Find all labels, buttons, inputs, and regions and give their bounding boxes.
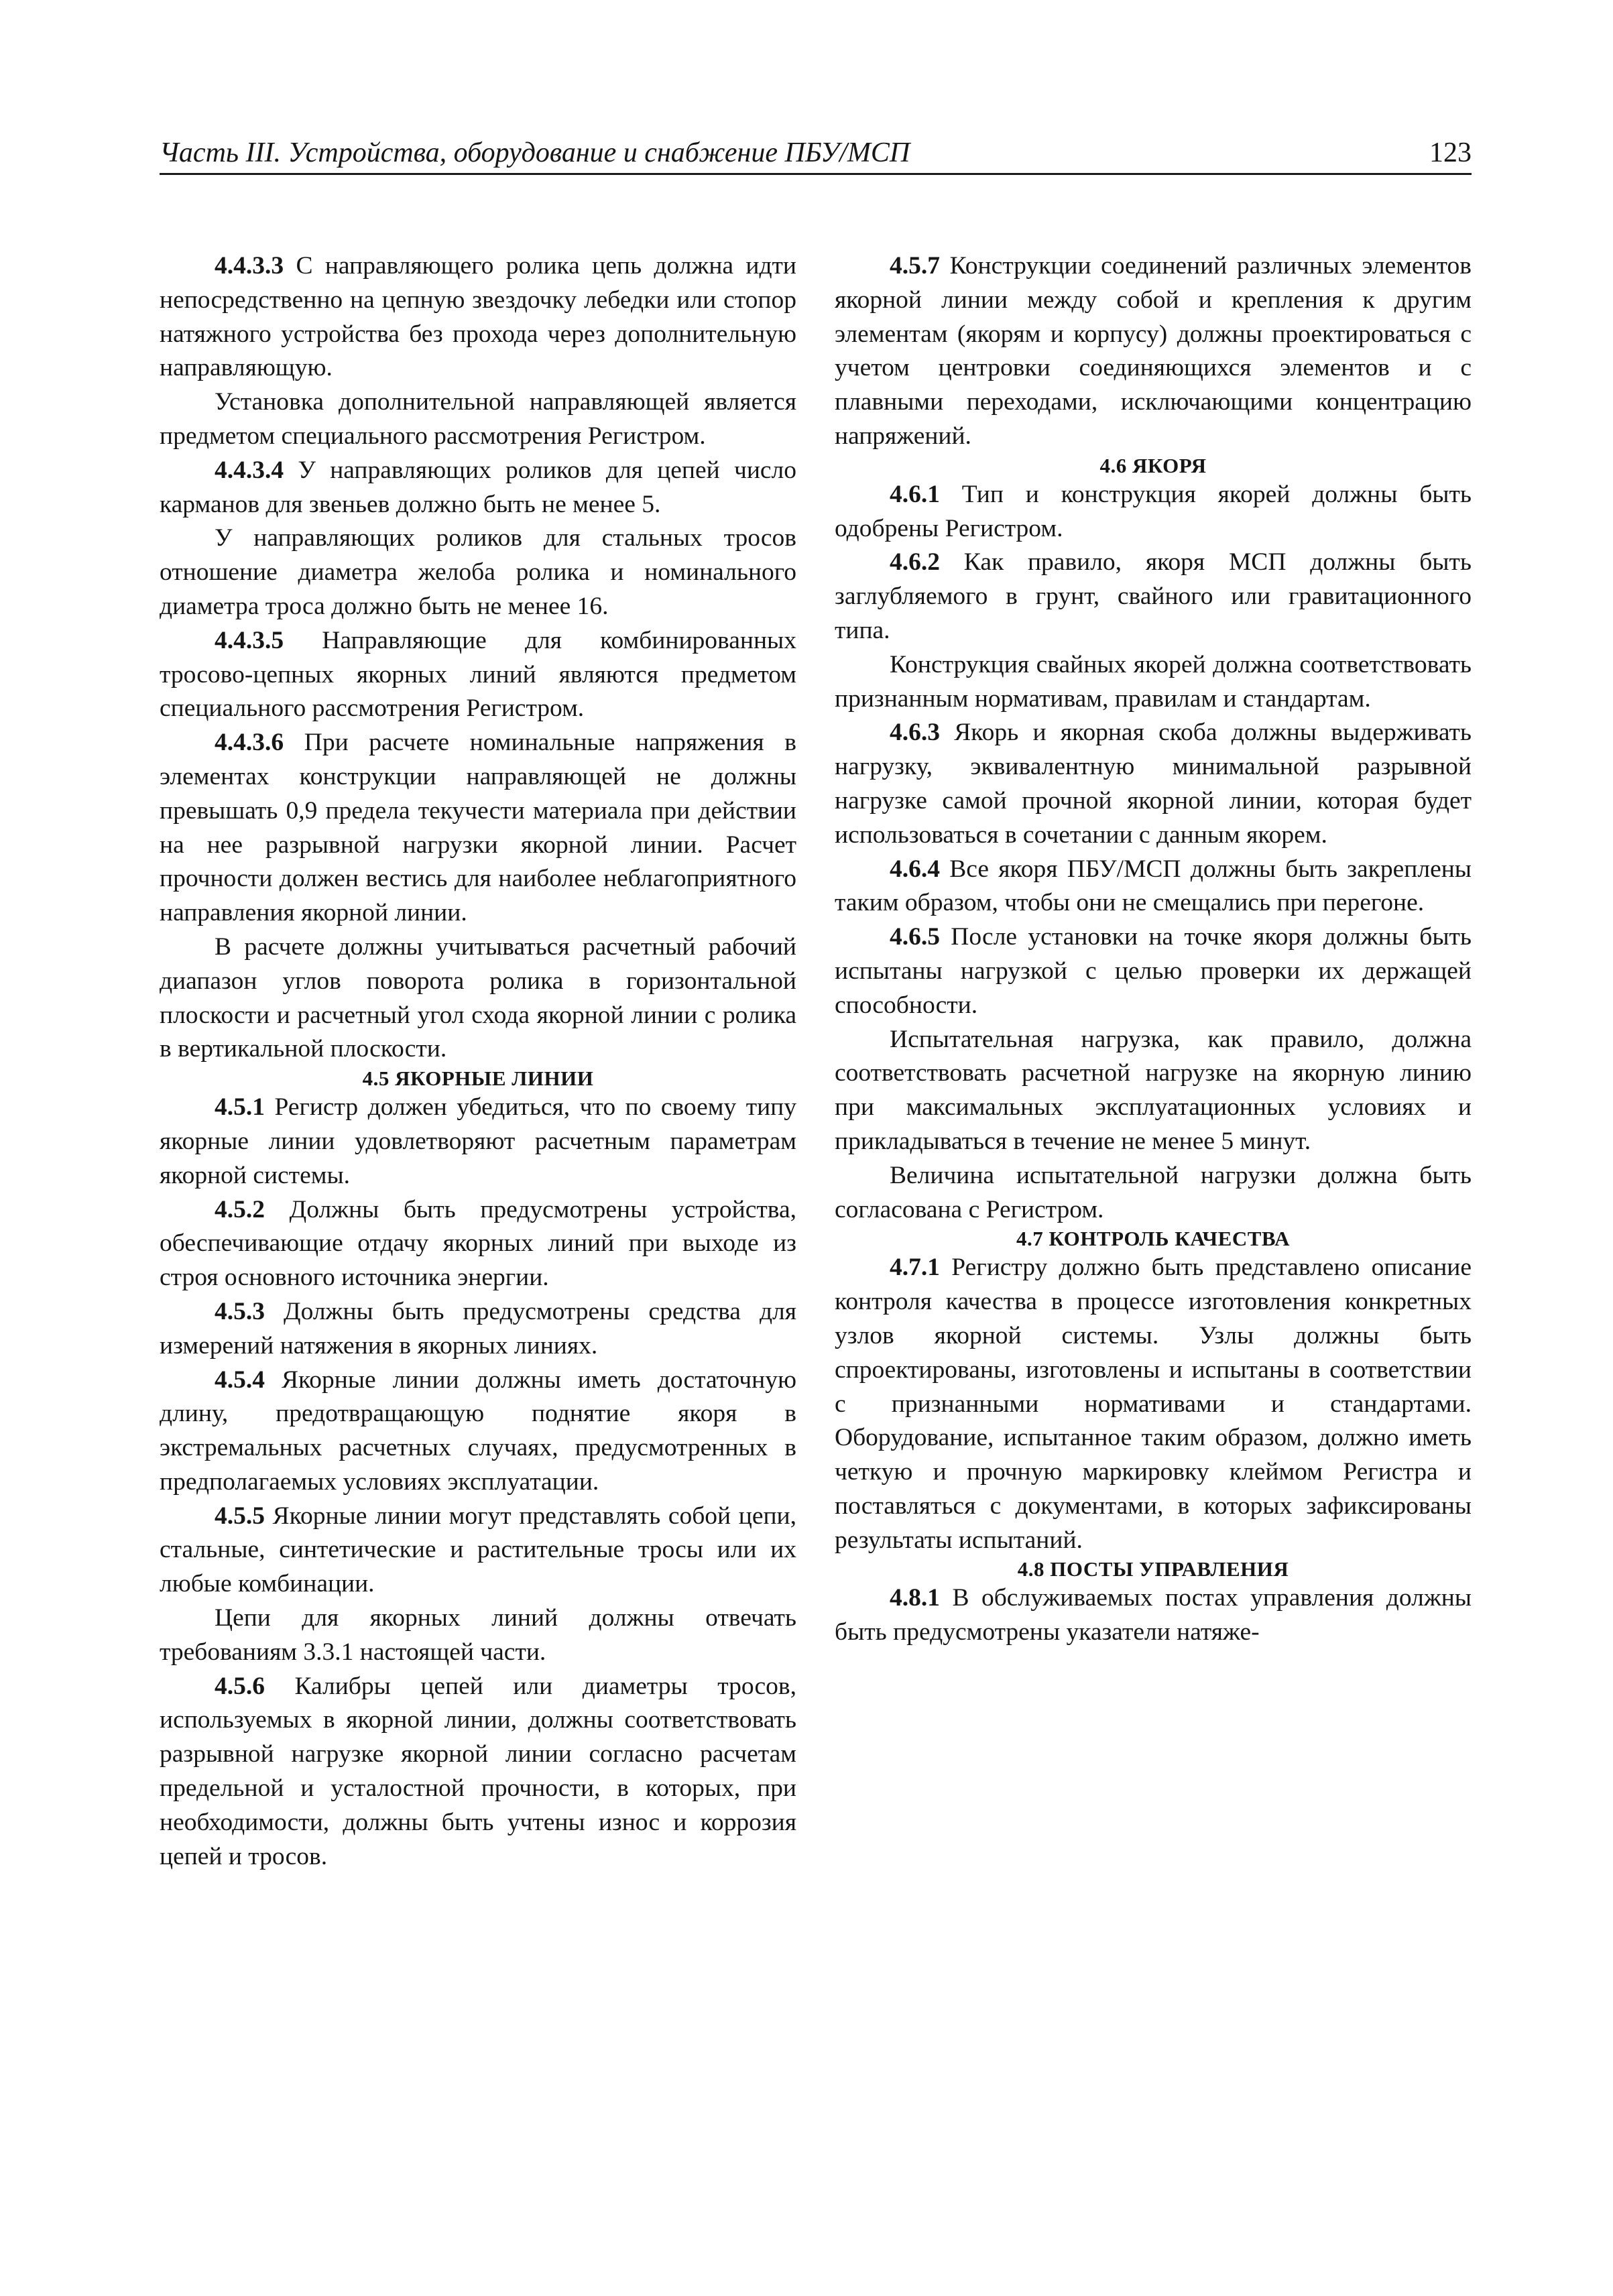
clause-number: 4.6.5 <box>890 923 940 951</box>
paragraph <box>835 1023 1472 1159</box>
paragraph-text: Величина испытательной нагрузки должна быть согласована с Регистром. <box>835 1161 1472 1223</box>
clause-number: 4.5.6 <box>215 1672 265 1700</box>
paragraph-4-5-6 <box>160 1670 796 1874</box>
paragraph-text: Калибры цепей или диаметры тросов, используемых в якорной линии, должны соответствовать разрывной нагрузке якорной линии согласно расчетам предельной и усталостной прочности, в которых, при необходимости, должны быть учтены износ и коррозия цепей и тросов. <box>160 1672 796 1870</box>
page-number: 123 <box>1429 137 1472 168</box>
paragraph-text: В расчете должны учитываться расчетный рабочий диапазон углов поворота ролика в горизонтальной плоскости и расчетный угол схода якорной линии с ролика в вертикальной плоскости. <box>160 932 796 1063</box>
paragraph-4-6-2 <box>835 546 1472 648</box>
clause-number: 4.8.1 <box>890 1584 940 1612</box>
clause-number: 4.4.3.6 <box>215 729 284 757</box>
clause-number: 4.7.1 <box>890 1254 940 1282</box>
clause-number: 4.4.3.5 <box>215 626 284 654</box>
paragraph-text: Якорные линии должны иметь достаточную длину, предотвращающую поднятие якоря в экстремальных расчетных случаях, предусмотренных в предполагаемых условиях эксплуатации. <box>160 1366 796 1496</box>
right-column <box>835 249 1472 1650</box>
clause-number: 4.5.5 <box>215 1502 265 1530</box>
paragraph-4-6-5 <box>835 920 1472 1022</box>
clause-number: 4.4.3.3 <box>215 252 284 280</box>
paragraph-text: У направляющих роликов для цепей число карманов для звеньев должно быть не менее 5. <box>160 456 796 518</box>
paragraph-4-5-1 <box>160 1091 796 1193</box>
left-column <box>160 249 796 1874</box>
clause-number: 4.5.3 <box>215 1297 265 1325</box>
paragraph <box>160 385 796 454</box>
paragraph-4-4-3-6 <box>160 726 796 930</box>
paragraph-text: После установки на точке якоря должны быть испытаны нагрузкой с целью проверки их держащей способности. <box>835 923 1472 1019</box>
clause-number: 4.6.2 <box>890 548 940 577</box>
paragraph-text: Как правило, якоря МСП должны быть заглубляемого в грунт, свайного или гравитационного типа. <box>835 548 1472 644</box>
paragraph <box>160 930 796 1067</box>
paragraph-4-6-3 <box>835 716 1472 852</box>
running-header-title: Часть III. Устройства, оборудование и снабжение ПБУ/МСП <box>160 137 910 168</box>
paragraph-text: При расчете номинальные напряжения в элементах конструкции направляющей не должны превышать 0,9 предела текучести материала при действии на нее разрывной нагрузки якорной линии. Расчет прочности должен вестись для наиболее неблагоприятного направления якорной линии. <box>160 729 796 927</box>
paragraph-text: Якорь и якорная скоба должны выдерживать нагрузку, эквивалентную минимальной разрывной нагрузке самой прочной якорной линии, которая будет использоваться в сочетании с данным якорем. <box>835 719 1472 849</box>
paragraph-text: Регистру должно быть представлено описание контроля качества в процессе изготовления конкретных узлов якорной системы. Узлы должны быть спроектированы, изготовлены и испытаны в соответствии с признанными нормативами и стандартами. Оборудование, испытанное таким образом, должно иметь четкую и прочную маркировку клеймом Регистра и поставляться с документами, в которых зафиксированы результаты испытаний. <box>835 1254 1472 1554</box>
paragraph-text: Испытательная нагрузка, как правило, должна соответствовать расчетной нагрузке на якорную линию при максимальных эксплуатационных условиях и прикладываться в течение не менее 5 минут. <box>835 1025 1472 1155</box>
paragraph <box>835 1159 1472 1227</box>
section-heading-4-5: 4.5 ЯКОРНЫЕ ЛИНИИ <box>362 1067 594 1091</box>
paragraph-4-4-3-5 <box>160 624 796 726</box>
paragraph-4-4-3-3 <box>160 249 796 385</box>
paragraph-text: Цепи для якорных линий должны отвечать требованиям 3.3.1 настоящей части. <box>160 1604 796 1666</box>
clause-number: 4.4.3.4 <box>215 456 284 484</box>
paragraph-text: Конструкции соединений различных элементов якорной линии между собой и крепления к другим элементам (якорям и корпусу) должны проектироваться с учетом центровки соединяющихся элементов и с плавными переходами, исключающими концентрацию напряжений. <box>835 252 1472 450</box>
paragraph-text: Все якоря ПБУ/МСП должны быть закреплены таким образом, чтобы они не смещались при перегоне. <box>835 855 1472 917</box>
section-heading-4-8: 4.8 ПОСТЫ УПРАВЛЕНИЯ <box>1017 1557 1289 1581</box>
section-heading-4-7: 4.7 КОНТРОЛЬ КАЧЕСТВА <box>1016 1227 1291 1251</box>
clause-number: 4.5.4 <box>215 1366 265 1394</box>
paragraph-text: Регистр должен убедиться, что по своему типу якорные линии удовлетворяют расчетным параметрам якорной системы. <box>160 1093 796 1189</box>
paragraph-4-4-3-4 <box>160 454 796 522</box>
clause-number: 4.6.4 <box>890 855 940 883</box>
paragraph-4-6-4 <box>835 853 1472 921</box>
section-heading-4-6: 4.6 ЯКОРЯ <box>1099 453 1207 477</box>
paragraph <box>835 648 1472 717</box>
running-header <box>160 131 1472 175</box>
paragraph-4-7-1 <box>835 1251 1472 1557</box>
paragraph <box>160 1602 796 1670</box>
paragraph-4-6-1 <box>835 478 1472 546</box>
clause-number: 4.6.1 <box>890 480 940 508</box>
paragraph-text: Направляющие для комбинированных тросово-цепных якорных линий являются предметом специального рассмотрения Регистром. <box>160 626 796 723</box>
paragraph-text: У направляющих роликов для стальных тросов отношение диаметра желоба ролика и номинального диаметра троса должно быть не менее 16. <box>160 524 796 620</box>
paragraph-text: Якорные линии могут представлять собой цепи, стальные, синтетические и растительные тросы или их любые комбинации. <box>160 1502 796 1598</box>
clause-number: 4.5.2 <box>215 1195 265 1223</box>
paragraph-text: Конструкция свайных якорей должна соответствовать признанным нормативам, правилам и стандартам. <box>835 650 1472 713</box>
paragraph-text: С направляющего ролика цепь должна идти непосредственно на цепную звездочку лебедки или стопор натяжного устройства без прохода через дополнительную направляющую. <box>160 252 796 382</box>
paragraph-4-5-3 <box>160 1295 796 1364</box>
clause-number: 4.5.7 <box>890 252 940 280</box>
paragraph-4-5-4 <box>160 1364 796 1500</box>
paragraph-4-5-7 <box>835 249 1472 454</box>
paragraph <box>160 522 796 623</box>
paragraph-4-5-2 <box>160 1193 796 1295</box>
paragraph-text: Должны быть предусмотрены устройства, обеспечивающие отдачу якорных линий при выходе из строя основного источника энергии. <box>160 1195 796 1292</box>
paragraph-text: Установка дополнительной направляющей является предметом специального рассмотрения Регистром. <box>160 388 796 450</box>
clause-number: 4.6.3 <box>890 719 940 747</box>
paragraph-text: Тип и конструкция якорей должны быть одобрены Регистром. <box>835 480 1472 542</box>
paragraph-text: В обслуживаемых постах управления должны быть предусмотрены указатели натяже- <box>835 1584 1472 1646</box>
paragraph-text: Должны быть предусмотрены средства для измерений натяжения в якорных линиях. <box>160 1297 796 1360</box>
clause-number: 4.5.1 <box>215 1093 265 1122</box>
paragraph-4-5-5 <box>160 1500 796 1602</box>
paragraph-4-8-1 <box>835 1581 1472 1650</box>
